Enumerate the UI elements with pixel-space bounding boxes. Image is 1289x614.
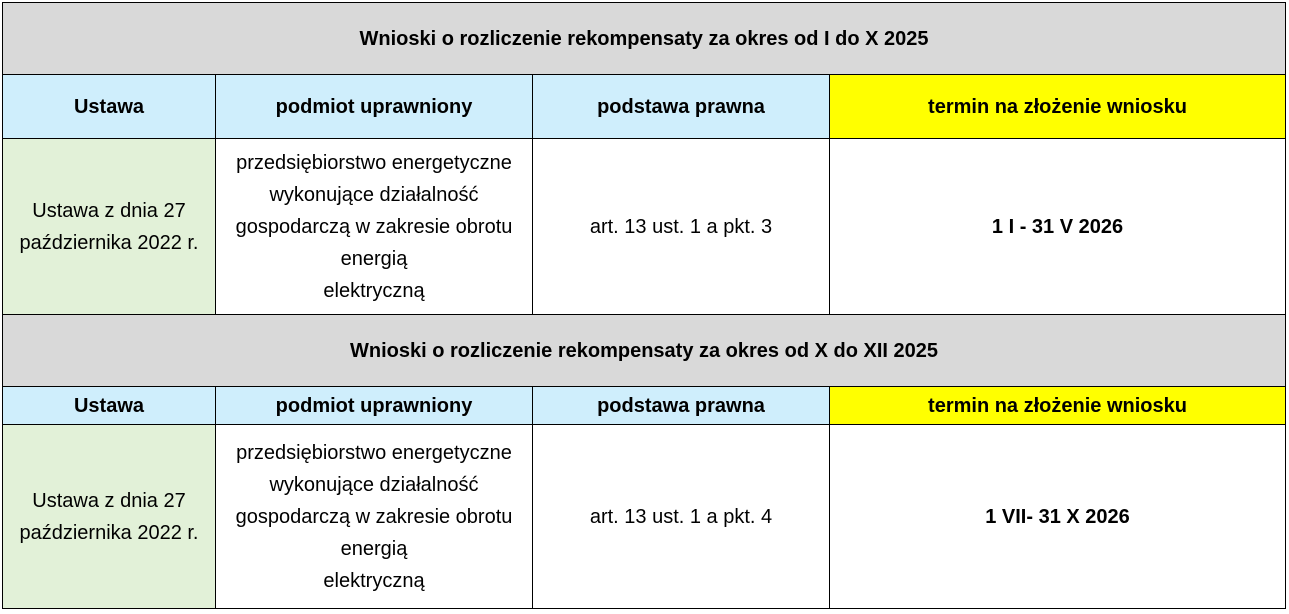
cell-podmiot-text: przedsiębiorstwo energetyczne wykonujące działalność gospodarczą w zakresie obrotu energią elektryczną xyxy=(235,441,513,592)
section-title: Wnioski o rozliczenie rekompensaty za okres od X do XII 2025 xyxy=(3,315,1286,387)
header-podmiot: podmiot uprawniony xyxy=(216,75,533,139)
cell-podmiot xyxy=(216,139,533,315)
cell-ustawa xyxy=(3,139,216,315)
table-row xyxy=(3,139,1286,315)
header-termin: termin na złożenie wniosku xyxy=(830,387,1286,425)
header-termin: termin na złożenie wniosku xyxy=(830,75,1286,139)
header-podstawa: podstawa prawna xyxy=(533,387,830,425)
header-ustawa: Ustawa xyxy=(3,387,216,425)
section-title-row xyxy=(3,315,1286,387)
header-podmiot: podmiot uprawniony xyxy=(216,387,533,425)
cell-ustawa-text: Ustawa z dnia 27 października 2022 r. xyxy=(19,489,199,544)
header-row xyxy=(3,75,1286,139)
cell-termin: 1 I - 31 V 2026 xyxy=(830,139,1286,315)
compensation-table xyxy=(2,2,1286,609)
cell-ustawa-text: Ustawa z dnia 27 października 2022 r. xyxy=(19,199,199,254)
cell-podstawa: art. 13 ust. 1 a pkt. 3 xyxy=(533,139,830,315)
cell-podmiot-text: przedsiębiorstwo energetyczne wykonujące działalność gospodarczą w zakresie obrotu energią elektryczną xyxy=(235,151,513,302)
header-ustawa: Ustawa xyxy=(3,75,216,139)
cell-ustawa xyxy=(3,425,216,609)
cell-termin: 1 VII- 31 X 2026 xyxy=(830,425,1286,609)
header-row xyxy=(3,387,1286,425)
cell-podstawa: art. 13 ust. 1 a pkt. 4 xyxy=(533,425,830,609)
table-row xyxy=(3,425,1286,609)
section-title-row xyxy=(3,3,1286,75)
cell-podmiot xyxy=(216,425,533,609)
section-title: Wnioski o rozliczenie rekompensaty za okres od I do X 2025 xyxy=(3,3,1286,75)
header-podstawa: podstawa prawna xyxy=(533,75,830,139)
